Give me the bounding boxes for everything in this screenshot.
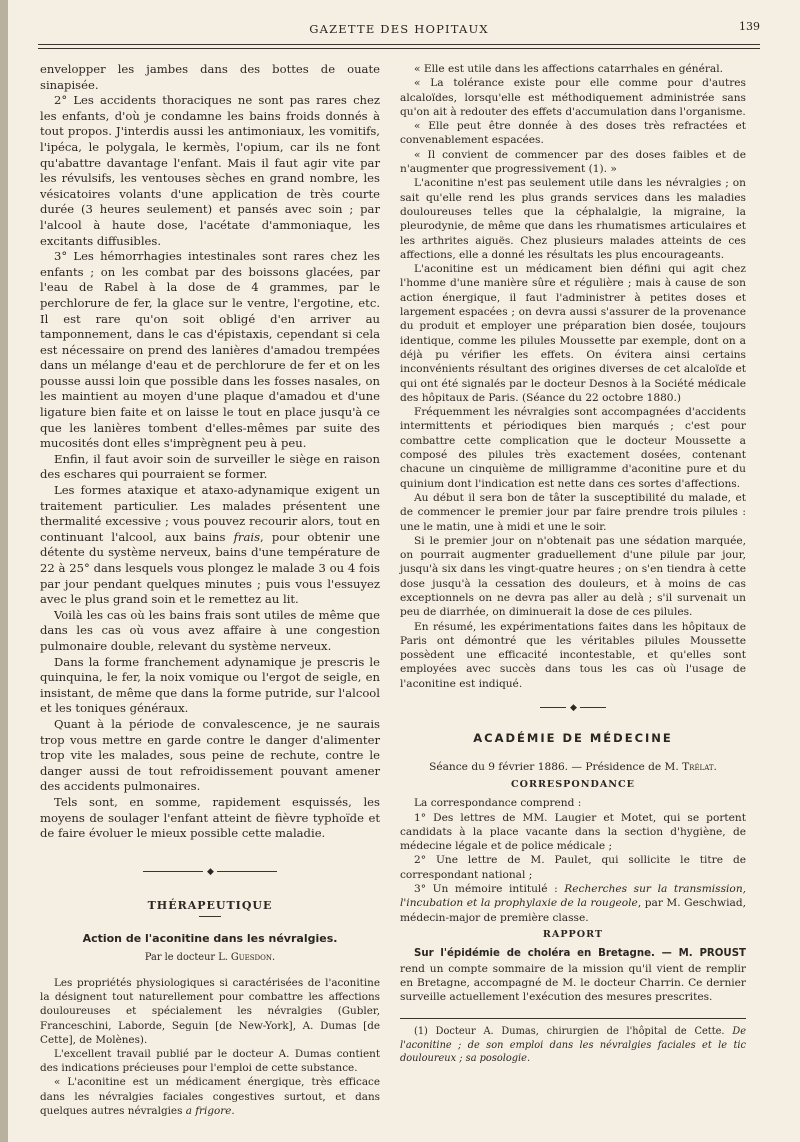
paragraph: « Il convient de commencer par des doses faibles et de n'augmenter que progressivement (1). » (400, 148, 746, 176)
section-rule (199, 916, 221, 917)
text-run: rend un compte sommaire de la mission qu'il vient de remplir en Bretagne, accompagné de M. le docteur Charrin. Ce dernier surveille actuellement l'exécution des mesures prescrites. (400, 962, 746, 1004)
report-lead: Sur l'épidémie de choléra en Bretagne. — M. PROUST (414, 948, 746, 960)
footnote-text (400, 1025, 746, 1066)
paragraph (40, 1075, 380, 1118)
paragraph: 3° Les hémorrhagies intestinales sont rares chez les enfants ; on les combat par des boissons glacées, par l'eau de Rabel à la dose de 4 grammes, par le perchlorure de fer, la glace sur le ventre, l'ergotine, etc. Il est rare qu'on soit obligé d'en arriver au tamponnement, dans le cas d'épistaxis, cependant si cela est nécessaire on prend des lanières d'amadou trempées dans un mélange d'eau et de perchlorure de fer et on les pousse aussi loin que possible dans les fosses nasales, on les maintient au moyen d'une plaque d'amadou et d'une ligature bien faite et on laisse le tout en place jusqu'à ce que les lanières tombent d'elles-mêmes par suite des mucosités dont elles s'imprègnent peu à peu. (40, 249, 380, 451)
paragraph (400, 882, 746, 925)
italic-run: De l'aconitine ; de son emploi dans les névralgies faciales et le tic douloureux ; sa posologie. (400, 1026, 746, 1065)
paragraph: Enfin, il faut avoir soin de surveiller le siège en raison des eschares qui pourraient se former. (40, 451, 380, 482)
header-rule (38, 44, 760, 45)
header-rule-thin (38, 48, 760, 49)
paragraph: 2° Les accidents thoraciques ne sont pas rares chez les enfants, d'où je condamne les bains froids donnés à tout propos. J'interdis aussi les antimoniaux, les vomitifs, l'ipéca, le polygala, le kermès, l'opium, car ils ne font qu'abattre davantage l'enfant. Mais il faut agir vite par les révulsifs, les ventouses sèches en grand nombre, les vésicatoires volants d'une application de très courte durée (3 heures seulement) et pansés avec soin ; par l'alcool à haute dose, l'acétate d'ammoniaque, les excitants diffusibles. (40, 93, 380, 248)
paragraph: Dans la forme franchement adynamique je prescris le quinquina, le fer, la noix vomique ou l'ergot de seigle, en insistant, de même que dans la forme putride, sur l'alcool et les toniques généraux. (40, 654, 380, 716)
section-separator: ◆ (400, 701, 746, 715)
section-title: THÉRAPEUTIQUE (147, 899, 273, 913)
text-run: « L'aconitine est un médicament énergique, très efficace dans les névralgies faciales congestives surtout, et dans quelques autres névralgies (40, 1076, 380, 1117)
paragraph: Quant à la période de convalescence, je ne saurais trop vous mettre en garde contre le danger d'alimenter trop vite les malades, sous peine de rechute, contre le danger aussi de tout refroidissement pouvant amener des accidents pulmonaires. (40, 716, 380, 794)
paragraph: L'aconitine est un médicament bien défini qui agit chez l'homme d'une manière sûre et régulière ; mais à cause de son action énergique, il faut l'administrer à petites doses et largement espacées ; on devra aussi s'assurer de la provenance du produit et employer une préparation bien dosée, toujours identique, comme les pilules Moussette par exemple, dont on a déjà pu vérifier les effets. On évitera ainsi certains inconvénients résultant des origines diverses de cet alcaloïde et qui ont été signalés par le docteur Desnos à la Société médicale des hôpitaux de Paris. (Séance du 22 octobre 1880.) (400, 263, 746, 404)
byline (40, 950, 380, 966)
italic-run: Recherches sur la transmission, l'incubation et la prophylaxie de la rougeole (400, 883, 747, 910)
footnote (400, 1025, 746, 1066)
text-run: . (231, 1104, 235, 1117)
page-header (38, 18, 760, 54)
article-body (40, 976, 380, 1118)
text-run: Les formes ataxique et ataxo-adynamique exigent un traitement particulier. Les malades présentent une thermalité excessive ; vous pouvez recourir alors, tout en continuant l'alcool, aux bains (40, 483, 380, 544)
paragraph: Tels sont, en somme, rapidement esquissés, les moyens de soulager l'enfant atteint de fièvre typhoïde et de faire évoluer le mieux possible cette maladie. (40, 794, 380, 841)
text-run: (1) Docteur A. Dumas, chirurgien de l'hôpital de Cette. (414, 1026, 733, 1038)
paragraph: Les propriétés physiologiques si caractérisées de l'aconitine la désignent tout naturellement pour combattre les affections douloureuses et spécialement les névralgies (Gubler, Franceschini, Laborde, Seguin [de New-York], A. Dumas [de Cette], de Molènes). (40, 977, 380, 1046)
byline-prefix: Par le docteur (144, 952, 219, 964)
text-run: 3° Un mémoire intitulé : (414, 883, 565, 896)
paragraph (400, 946, 746, 1004)
paragraph: L'excellent travail publié par le docteur A. Dumas contient des indications précieuses pour l'emploi de cette substance. (40, 1048, 380, 1075)
paragraph: L'aconitine n'est pas seulement utile dans les névralgies ; on sait qu'elle rend les plus grands services dans les maladies douloureuses telles que la céphalalgie, la migraine, la pleurodynie, de même que dans les rhumatismes articulaires et les arthrites aiguës. Chez plusieurs malades atteints de ces affections, elle a donné les résultats les plus encourageants. (400, 177, 746, 261)
footnote-rule (400, 1018, 746, 1019)
correspondance-heading: CORRESPONDANCE (510, 778, 635, 790)
text-run: , par M. Geschwiad, médecin-major de première classe. (400, 897, 746, 924)
paragraph: 2° Une lettre de M. Paulet, qui sollicite le titre de correspondant national ; (400, 854, 746, 881)
rapport-heading: RAPPORT (542, 928, 604, 940)
paragraph: Voilà les cas où les bains frais sont utiles de même que dans les cas où vous avez affaire à une congestion pulmonaire double, relevant du système nerveux. (40, 607, 380, 653)
session-line (400, 760, 746, 774)
paragraph: « La tolérance existe pour elle comme pour d'autres alcaloïdes, lorsqu'elle est méthodiquement administrée sans qu'on ait à redouter des effets d'accumulation dans l'organisme. (400, 77, 746, 118)
right-column (400, 62, 746, 1066)
italic-run: frais (233, 529, 261, 544)
president-name: Trélat. (682, 760, 717, 773)
paragraph: 1° Des lettres de MM. Laugier et Motet, qui se portent candidats à la place vacante dans la section d'hygiène, de médecine légale et de police médicale ; (400, 811, 746, 853)
section-separator: ◆ (40, 864, 380, 881)
journal-title: GAZETTE DES HOPITAUX (309, 22, 489, 36)
session-text: Séance du 9 février 1886. — Présidence de M. (429, 760, 683, 773)
page-number: 139 (739, 20, 760, 33)
text-run: , pour obtenir une détente du système nerveux, bains d'une température de 22 à 25° dans lesquels vous plongez le malade 3 ou 4 fois par jour pendant quelques minutes ; puis vous l'essuyez avec le plus grand soin et le remettez au lit. (40, 529, 380, 607)
academy-title: ACADÉMIE DE MÉDECINE (473, 731, 673, 746)
paragraph: envelopper les jambes dans des bottes de ouate sinapisée. (40, 62, 380, 92)
article-title: Action de l'aconitine dans les névralgies. (82, 931, 338, 945)
paragraph: Au début il sera bon de tâter la susceptibilité du malade, et de commencer le premier jour par faire prendre trois pilules : une le matin, une à midi et une le soir. (400, 491, 746, 533)
author-name: L. Guesdon. (218, 952, 276, 964)
paragraph (40, 483, 380, 608)
paragraph: En résumé, les expérimentations faites dans les hôpitaux de Paris ont démontré que les véritables pilules Moussette possèdent une efficacité incontestable, et qu'elles sont employées avec succès dans tous les cas où l'usage de l'aconitine est indiqué. (400, 620, 746, 690)
paragraph: « Elle peut être donnée à des doses très refractées et convenablement espacées. (400, 120, 746, 147)
paragraph: « Elle est utile dans les affections catarrhales en général. (414, 63, 723, 75)
paragraph: La correspondance comprend : (414, 797, 582, 810)
left-column (40, 62, 380, 1118)
italic-run: a frigore (185, 1104, 232, 1117)
paragraph: Si le premier jour on n'obtenait pas une sédation marquée, on pourrait augmenter graduellement d'une pilule par jour, jusqu'à six dans les vingt-quatre heures ; on s'en tiendra à cette dose jusqu'à la cessation des douleurs, et à moins de cas exceptionnels on ne devra pas aller au delà ; s'il survenait un peu de diarrhée, on diminuerait la dose de ces pilules. (400, 534, 746, 619)
paragraph: Fréquemment les névralgies sont accompagnées d'accidents intermittents et périodiques bien marqués ; c'est pour combattre cette complication que le docteur Moussette a composé des pilules très exactement dosées, contenant chacune un cinquième de milligramme d'aconitine pure et du quinium dont l'indication est nette dans ces sortes d'affections. (400, 406, 746, 490)
